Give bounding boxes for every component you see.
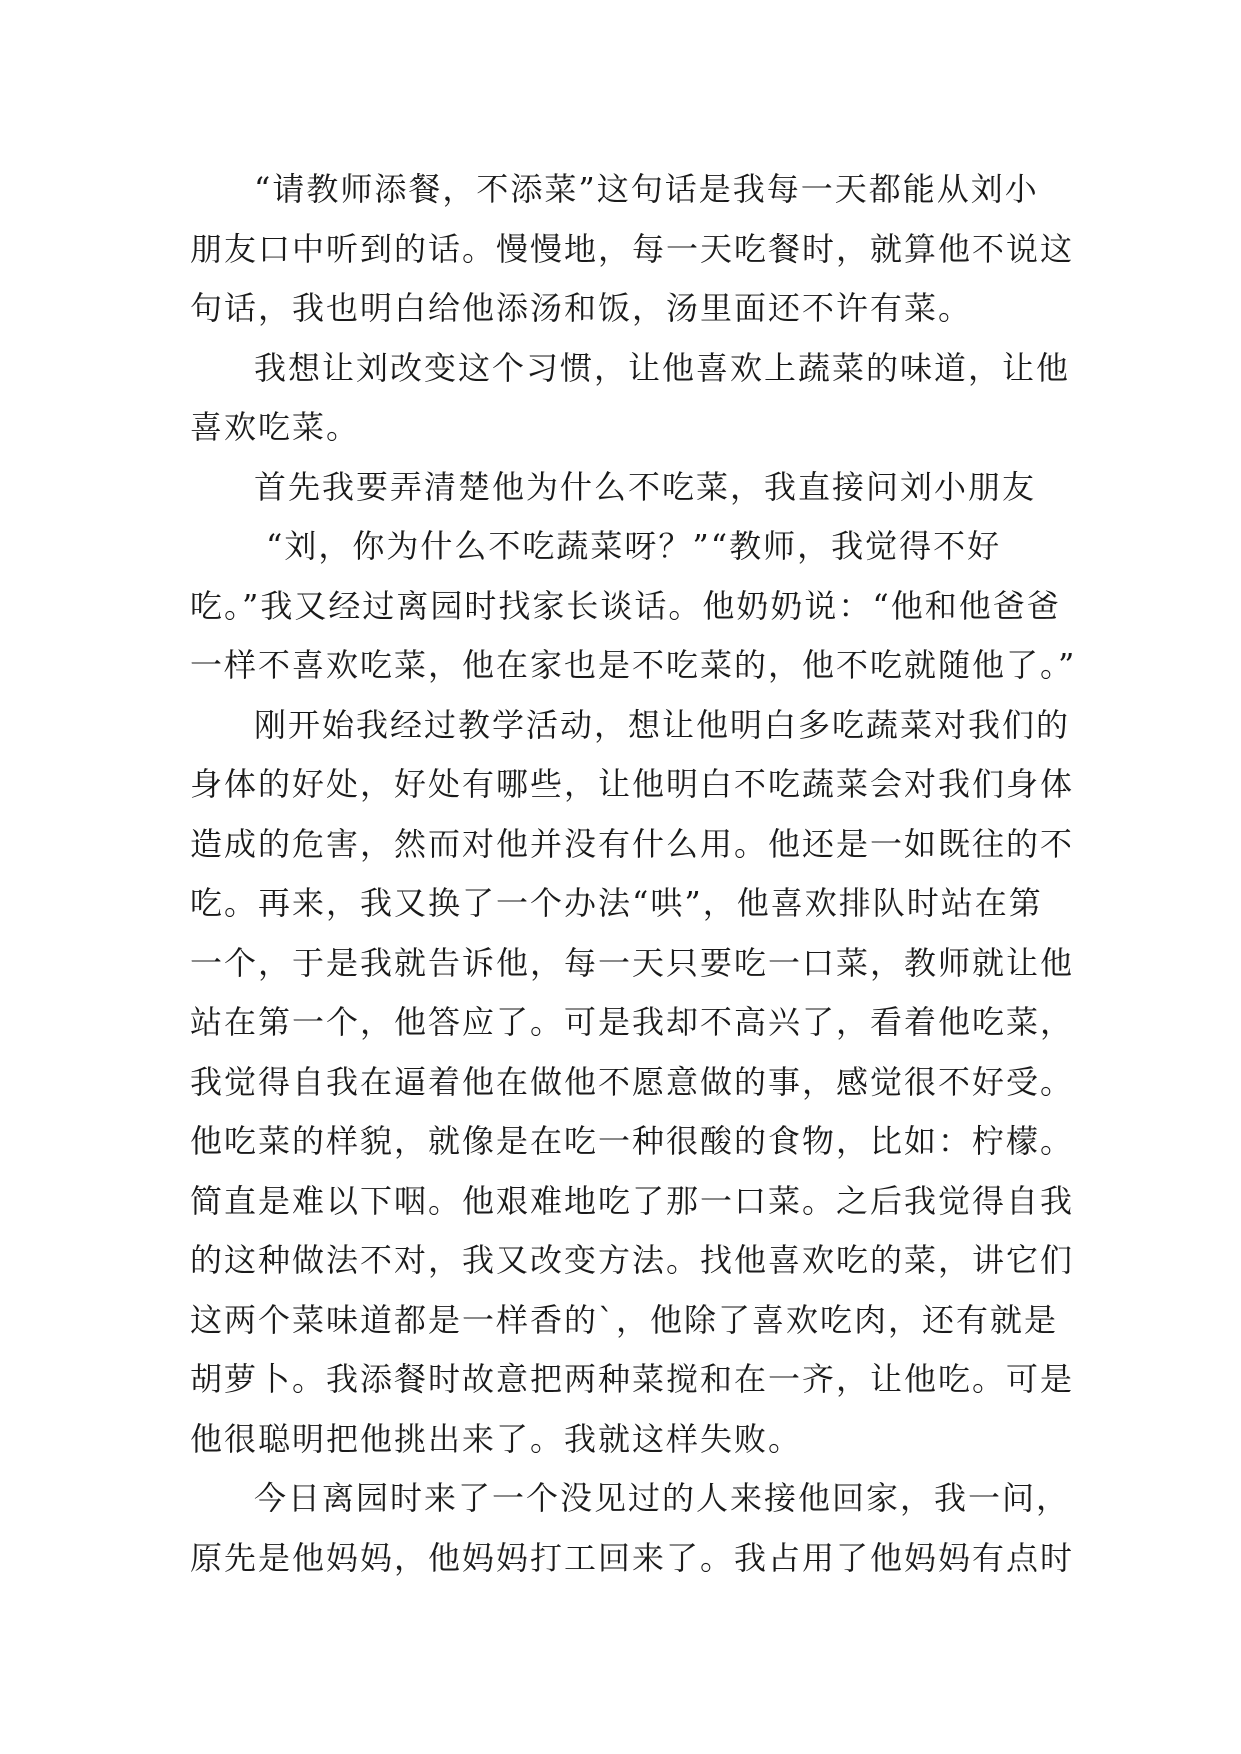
text-line: 我想让刘改变这个习惯，让他喜欢上蔬菜的味道，让他	[254, 348, 1071, 387]
text-line: “请教师添餐，不添菜”这句话是我每一天都能从刘小	[254, 170, 1039, 208]
text-line: 一样不喜欢吃菜，他在家也是不吃菜的，他不吃就随他了。”	[190, 646, 1077, 684]
text-line: 刚开始我经过教学活动，想让他明白多吃蔬菜对我们的	[254, 705, 1071, 744]
text-line: 吃。”我又经过离园时找家长谈话。他奶奶说：“他和他爸爸	[190, 586, 1061, 625]
text-line: 首先我要弄清楚他为什么不吃菜，我直接问刘小朋友	[254, 467, 1037, 506]
text-line: 原先是他妈妈，他妈妈打工回来了。我占用了他妈妈有点时	[190, 1538, 1075, 1577]
text-line: 他吃菜的样貌，就像是在吃一种很酸的食物，比如：柠檬。	[190, 1122, 1075, 1160]
text-line: 简直是难以下咽。他艰难地吃了那一口菜。之后我觉得自我	[190, 1181, 1075, 1220]
document-body	[190, 160, 1077, 1588]
text-line: 站在第一个，他答应了。可是我却不高兴了，看着他吃菜，	[190, 1003, 1075, 1041]
text-line: 喜欢吃菜。	[190, 408, 361, 446]
text-line: 句话，我也明白给他添汤和饭，汤里面还不许有菜。	[190, 289, 973, 327]
text-line: 一个，于是我就告诉他，每一天只要吃一口菜，教师就让他	[190, 943, 1075, 982]
text-line: 我觉得自我在逼着他在做他不愿意做的事，感觉很不好受。	[190, 1062, 1075, 1101]
text-line: 胡萝卜。我添餐时故意把两种菜搅和在一齐，让他吃。可是	[190, 1360, 1075, 1398]
text-line: 身体的好处，好处有哪些，让他明白不吃蔬菜会对我们身体	[190, 765, 1075, 803]
text-line: 造成的危害，然而对他并没有什么用。他还是一如既往的不	[190, 824, 1075, 863]
text-line: 他很聪明把他挑出来了。我就这样失败。	[190, 1419, 803, 1458]
text-line: 的这种做法不对，我又改变方法。找他喜欢吃的菜，讲它们	[190, 1241, 1075, 1279]
text-line: 今日离园时来了一个没见过的人来接他回家，我一问，	[254, 1479, 1071, 1517]
text-line: 吃。再来，我又换了一个办法“哄”，他喜欢排队时站在第	[190, 884, 1043, 922]
text-line: 朋友口中听到的话。慢慢地，每一天吃餐时，就算他不说这	[190, 229, 1075, 268]
text-line: “刘，你为什么不吃蔬菜呀？”“教师，我觉得不好	[266, 527, 1002, 565]
text-line: 这两个菜味道都是一样香的`，他除了喜欢吃肉，还有就是	[190, 1300, 1059, 1339]
